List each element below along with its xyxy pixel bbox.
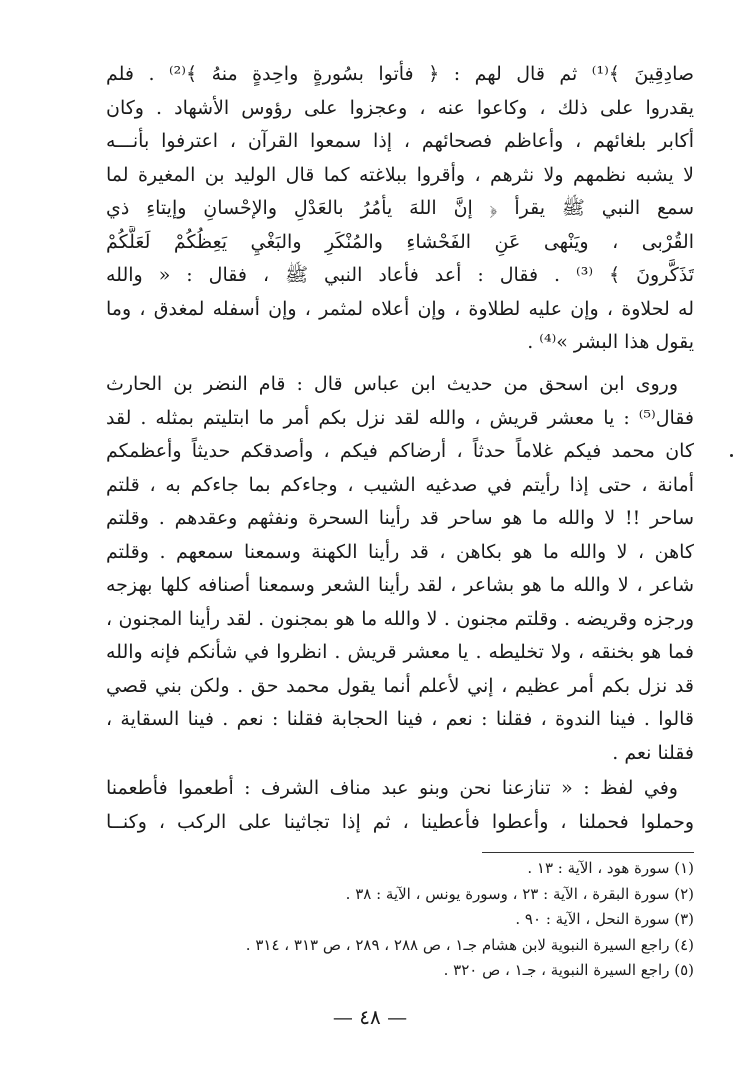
text-line: ورجزه وقريضه . وقلتم مجنون . لا والله ما هو بمجنون . لقد رأينا المجنون ، <box>106 607 694 630</box>
text-line: فما هو بخنقه ، ولا تخليطه . يا معشر قريش . انظروا في شأنكم فإنه والله <box>106 641 694 663</box>
text-line: وروى ابن اسحق من حديث ابن عباس قال : قام النضر بن الحارث <box>106 373 678 395</box>
text-line: يقول هذا البشر »⁽⁴⁾ . <box>527 331 694 353</box>
footnote-5: (٥) راجع السيرة النبوية ، جـ١ ، ص ٣٢٠ . <box>443 961 694 979</box>
text-line: سمع النبي ﷺ يقرأ ﴿ إنَّ اللهَ يأمُرُ بالعَدْلِ والإحْسانِ وإيتاءِ ذي <box>106 197 694 219</box>
footnote-1: (١) سورة هود ، الآية : ١٣ . <box>527 859 694 877</box>
text-line: أكابر بلغائهم ، وأعاظم فصحائهم ، إذا سمعوا القرآن ، اعترفوا بأنـــه <box>106 130 694 152</box>
text-line: شاعر ، لا والله ما هو بشاعر ، لقد رأينا الشعر وسمعنا أصنافه كلها بهزجه <box>106 574 694 596</box>
text-line: وحملوا فحملنا ، وأعطوا فأعطينا ، ثم إذا تجاثينا على الركب ، وكنــا <box>106 810 694 833</box>
text-line: تَذَكَّرونَ ﴾ ⁽³⁾ . فقال : أعد فأعاد النبي ﷺ ، فقال : « والله <box>106 264 694 286</box>
text-line: كان محمد فيكم غلاماً حدثاً ، أرضاكم فيكم ، وأصدقكم حديثاً وأعظمكم <box>106 440 694 462</box>
text-line: له لحلاوة ، وإن عليه لطلاوة ، وإن أعلاه لمثمر ، وإن أسفله لمغدق ، وما <box>106 297 694 320</box>
text-line: قالوا . فينا الندوة ، فقلنا : نعم ، فينا الحجابة فقلنا : نعم . فينا السقاية ، <box>106 708 694 730</box>
page-number: — ٤٨ — <box>332 1005 408 1029</box>
footnote-4: (٤) راجع السيرة النبوية لابن هشام جـ١ ، ص ٢٨٨ ، ٢٨٩ ، ص ٣١٣ ، ٣١٤ . <box>245 935 694 954</box>
text-line: فقلنا نعم . <box>612 741 694 764</box>
paragraph-2 <box>106 368 694 770</box>
text-line: صادِقِينَ ﴾⁽¹⁾ ثم قال لهم : ﴿ فأتوا بسُورةٍ واحِدةٍ منهُ ﴾⁽²⁾ . فلم <box>106 63 694 85</box>
footnote-separator <box>482 852 694 853</box>
text-line: القُرْبى ، ويَنْهى عَنِ الفَحْشاءِ والمُنْكَرِ والبَغْيِ يَعِظُكُمْ لَعَلَّكُمْ <box>106 230 694 253</box>
text-line: فقال⁽⁵⁾ : يا معشر قريش ، والله لقد نزل بكم أمر ما ابتليتم بمثله . لقد <box>106 406 694 429</box>
footnote-2: (٢) سورة البقرة ، الآية : ٢٣ ، وسورة يونس ، الآية : ٣٨ . <box>345 884 694 903</box>
margin-mark <box>730 454 733 457</box>
footnotes <box>106 856 694 984</box>
paragraph-3 <box>106 772 694 839</box>
text-line: ساحر !! لا والله ما هو ساحر قد رأينا السحرة ونفثهم وعقدهم . وقلتم <box>106 507 694 529</box>
footnote-3: (٣) سورة النحل ، الآية : ٩٠ . <box>515 910 694 928</box>
text-line: لا يشبه نظمهم ولا نثرهم ، وأقروا ببلاغته كما قال الوليد بن المغيرة لما <box>106 163 694 186</box>
paragraph-1 <box>106 58 694 360</box>
text-line: قد نزل بكم أمر عظيم ، إني لأعلم أنما يقول محمد حق . ولكن بني قصي <box>106 674 694 697</box>
text-line: وفي لفظ : « تنازعنا نحن وبنو عبد مناف الشرف : أطعموا فأطعمنا <box>106 777 678 799</box>
text-line: أمانة ، حتى إذا رأيتم في صدغيه الشيب ، وجاءكم بما جاءكم به ، قلتم <box>106 473 694 496</box>
text-line: كاهن ، لا والله ما هو بكاهن ، قد رأينا الكهنة وسمعنا سمعهم . وقلتم <box>106 540 694 563</box>
text-line: يقدروا على ذلك ، وكاعوا عنه ، وعجزوا على رؤوس الأشهاد . وكان <box>106 96 694 119</box>
